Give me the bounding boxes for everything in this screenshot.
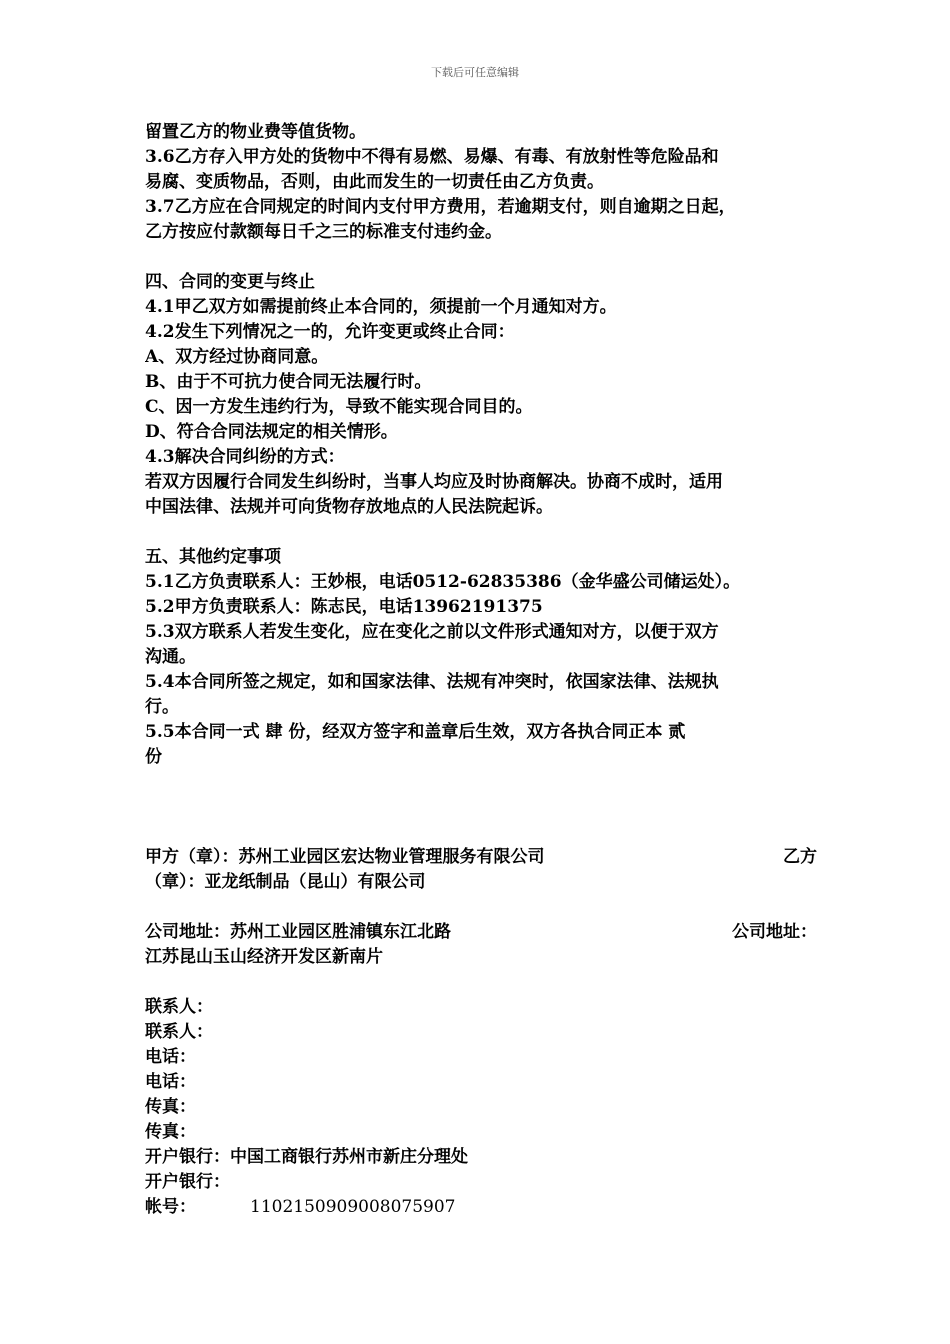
text-line: 留置乙方的物业费等值货物。 bbox=[145, 122, 366, 142]
spacer bbox=[145, 520, 817, 545]
text-line: 5.5本合同一式 肆 份，经双方签字和盖章后生效，双方各执合同正本 贰 bbox=[145, 722, 686, 742]
text-line: 份 bbox=[145, 747, 162, 767]
signature-block bbox=[145, 845, 817, 970]
document-body bbox=[145, 120, 817, 1220]
text-line: 3.7乙方应在合同规定的时间内支付甲方费用，若逾期支付，则自逾期之日起， bbox=[145, 197, 736, 217]
section-4 bbox=[145, 270, 817, 520]
text-line: 若双方因履行合同发生纠纷时，当事人均应及时协商解决。协商不成时，适用 bbox=[145, 472, 723, 492]
text-line: 5.2甲方负责联系人：陈志民，电话13962191375 bbox=[145, 597, 543, 617]
text-line: 5.3双方联系人若发生变化，应在变化之前以文件形式通知对方，以便于双方 bbox=[145, 622, 719, 642]
paragraph-storage-terms bbox=[145, 120, 817, 245]
address-b: 江苏昆山玉山经济开发区新南片 bbox=[145, 947, 383, 967]
spacer bbox=[145, 245, 817, 270]
spacer bbox=[145, 820, 817, 845]
text-line: A、双方经过协商同意。 bbox=[145, 347, 329, 367]
contact-line: 开户银行：中国工商银行苏州市新庄分理处 bbox=[145, 1147, 468, 1167]
text-line: D、符合合同法规定的相关情形。 bbox=[145, 422, 398, 442]
contact-line: 联系人： bbox=[145, 1022, 213, 1042]
party-b-rest: （章）：亚龙纸制品（昆山）有限公司 bbox=[145, 872, 426, 892]
section-5 bbox=[145, 545, 817, 770]
text-line: C、因一方发生违约行为，导致不能实现合同目的。 bbox=[145, 397, 533, 417]
text-line: 易腐、变质物品，否则，由此而发生的一切责任由乙方负责。 bbox=[145, 172, 604, 192]
text-line: 3.6乙方存入甲方处的货物中不得有易燃、易爆、有毒、有放射性等危险品和 bbox=[145, 147, 719, 167]
contact-line: 开户银行： bbox=[145, 1172, 230, 1192]
spacer bbox=[145, 795, 817, 820]
account-label: 帐号： bbox=[145, 1197, 196, 1217]
spacer bbox=[145, 895, 817, 920]
contact-line: 电话： bbox=[145, 1047, 196, 1067]
text-line: 5.1乙方负责联系人：王妙根，电话0512-62835386（金华盛公司储运处）。 bbox=[145, 572, 741, 592]
party-b-start: 乙方 bbox=[783, 847, 817, 867]
text-line: 4.3解决合同纠纷的方式： bbox=[145, 447, 345, 467]
party-a: 甲方（章）：苏州工业园区宏达物业管理服务有限公司 bbox=[145, 847, 545, 867]
address-a: 公司地址：苏州工业园区胜浦镇东江北路 bbox=[145, 922, 451, 942]
section-title: 四、合同的变更与终止 bbox=[145, 272, 315, 292]
contact-line: 电话： bbox=[145, 1072, 196, 1092]
text-line: 4.1甲乙双方如需提前终止本合同的，须提前一个月通知对方。 bbox=[145, 297, 617, 317]
section-title: 五、其他约定事项 bbox=[145, 547, 281, 567]
account-line bbox=[145, 1195, 817, 1220]
spacer bbox=[145, 970, 817, 995]
text-line: 5.4本合同所签之规定，如和国家法律、法规有冲突时，依国家法律、法规执 bbox=[145, 672, 719, 692]
spacer bbox=[145, 770, 817, 795]
contact-line: 联系人： bbox=[145, 997, 213, 1017]
page-header: 下载后可任意编辑 bbox=[431, 66, 519, 79]
account-number: 1102150909008075907 bbox=[250, 1197, 456, 1217]
address-b-label: 公司地址： bbox=[732, 922, 817, 942]
text-line: 4.2发生下列情况之一的，允许变更或终止合同： bbox=[145, 322, 515, 342]
text-line: 行。 bbox=[145, 697, 179, 717]
text-line: 沟通。 bbox=[145, 647, 196, 667]
text-line: B、由于不可抗力使合同无法履行时。 bbox=[145, 372, 432, 392]
contact-line: 传真： bbox=[145, 1122, 196, 1142]
contact-line: 传真： bbox=[145, 1097, 196, 1117]
address-line bbox=[145, 920, 817, 945]
text-line: 乙方按应付款额每日千之三的标准支付违约金。 bbox=[145, 222, 502, 242]
text-line: 中国法律、法规并可向货物存放地点的人民法院起诉。 bbox=[145, 497, 553, 517]
party-line bbox=[145, 845, 817, 870]
contact-block bbox=[145, 995, 817, 1220]
